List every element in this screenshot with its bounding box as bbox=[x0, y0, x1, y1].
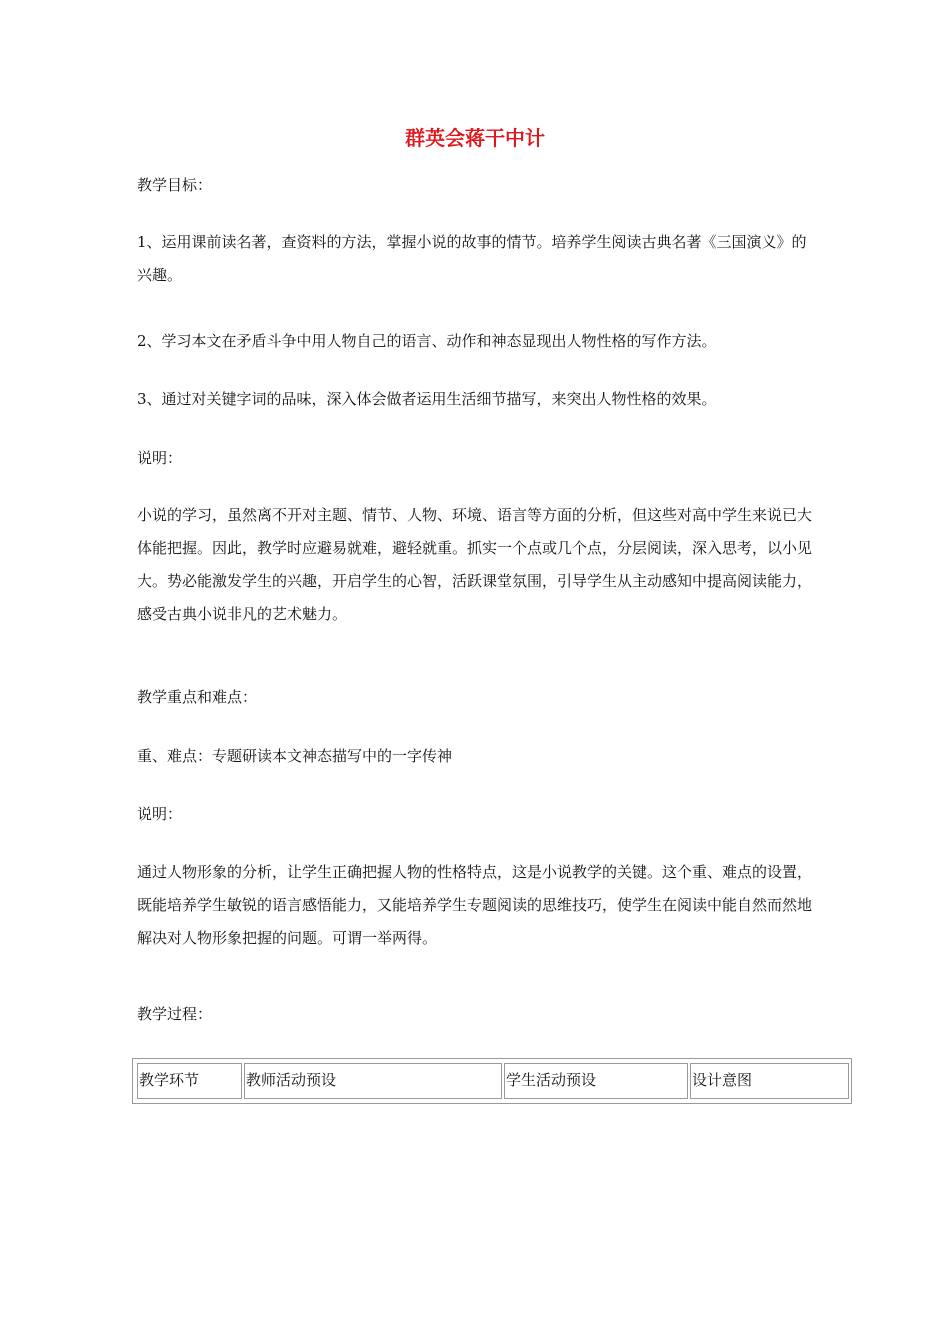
objective-1: 1、运用课前读名著，查资料的方法，掌握小说的故事的情节。培养学生阅读古典名著《三国演义》的兴趣。 bbox=[137, 233, 807, 284]
note-2-body: 通过人物形象的分析，让学生正确把握人物的性格特点，这是小说教学的关键。这个重、难点的设置，既能培养学生敏锐的语言感悟能力，又能培养学生专题阅读的思维技巧，使学生在阅读中能自然而然地解决对人物形象把握的问题。可谓一举两得。 bbox=[137, 863, 813, 947]
section-heading-note-1: 说明： bbox=[137, 449, 183, 467]
table-header-cell: 设计意图 bbox=[690, 1063, 849, 1099]
section-heading-note-2: 说明： bbox=[137, 805, 183, 823]
table-header-row bbox=[137, 1063, 849, 1099]
objective-2: 2、学习本文在矛盾斗争中用人物自己的语言、动作和神态显现出人物性格的写作方法。 bbox=[137, 332, 717, 350]
objective-3: 3、通过对关键字词的品味，深入体会做者运用生活细节描写，来突出人物性格的效果。 bbox=[137, 390, 717, 408]
teaching-process-table bbox=[132, 1058, 852, 1104]
section-heading-process: 教学过程： bbox=[137, 1005, 213, 1023]
table-header-cell: 学生活动预设 bbox=[504, 1063, 688, 1099]
table-header-cell: 教师活动预设 bbox=[244, 1063, 502, 1099]
section-heading-key-points: 教学重点和难点： bbox=[137, 688, 258, 706]
note-1-body: 小说的学习，虽然离不开对主题、情节、人物、环境、语言等方面的分析，但这些对高中学生来说已大体能把握。因此，教学时应避易就难，避轻就重。抓实一个点或几个点，分层阅读，深入思考，以小见大。势必能激发学生的兴趣，开启学生的心智，活跃课堂氛围，引导学生从主动感知中提高阅读能力，感受古典小说非凡的艺术魅力。 bbox=[137, 506, 813, 623]
key-points-body: 重、难点：专题研读本文神态描写中的一字传神 bbox=[137, 747, 453, 765]
document-title: 群英会蒋干中计 bbox=[405, 126, 545, 150]
table-header-cell: 教学环节 bbox=[137, 1063, 242, 1099]
section-heading-objectives: 教学目标： bbox=[137, 176, 213, 194]
